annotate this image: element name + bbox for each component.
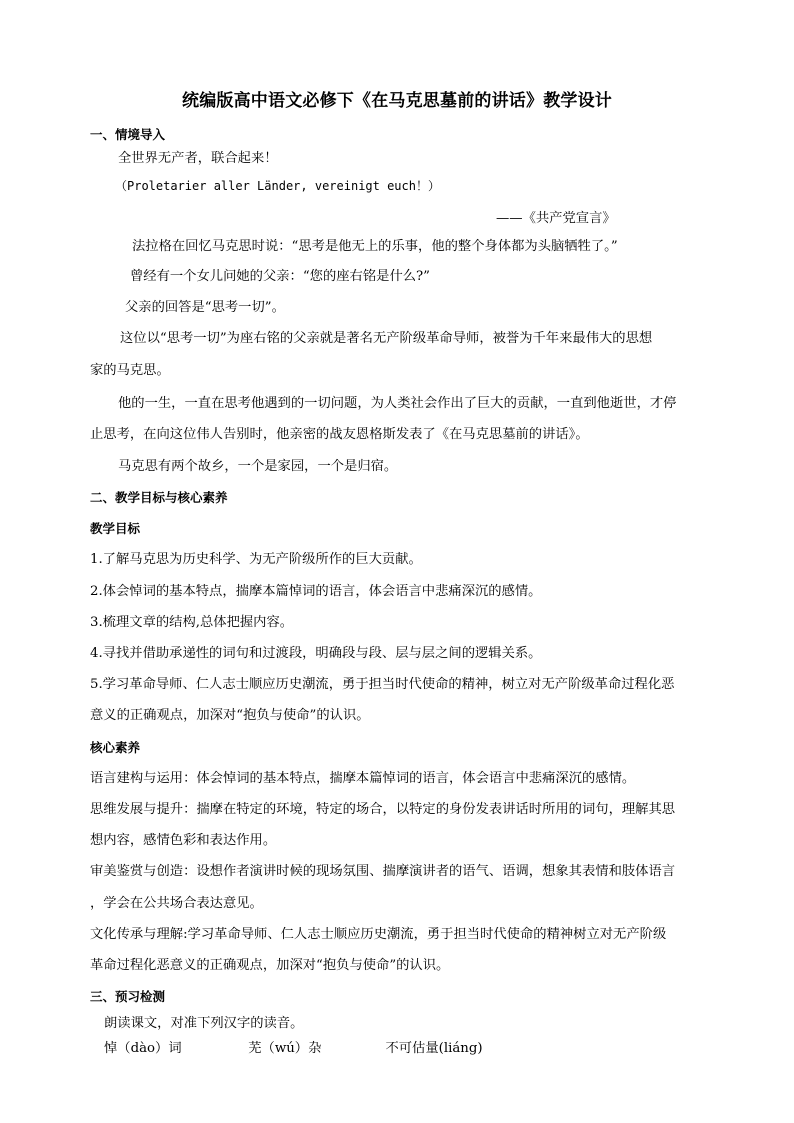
pinyin-word: 不可估量(liáng): [385, 1041, 483, 1056]
core-item-continued: 革命过程化恶意义的正确观点，加深对“抱负与使命”的认识。: [90, 958, 450, 973]
core-item: 文化传承与理解:学习革命导师、仁人志士顺应历史潮流，勇于担当时代使命的精神树立对无产阶级: [90, 927, 667, 942]
core-item: 语言建构与运用：体会悼词的基本特点，揣摩本篇悼词的语言，体会语言中悲痛深沉的感情。: [90, 771, 636, 786]
core-item-continued: ，学会在公共场合表达意见。: [90, 896, 263, 911]
paragraph: 他的一生，一直在思考他遇到的一切问题，为人类社会作出了巨大的贡献，一直到他逝世，才停: [118, 396, 677, 411]
goal-item: 2.体会悼词的基本特点，揣摩本篇悼词的语言，体会语言中悲痛深沉的感情。: [90, 584, 542, 599]
slogan-german: （Proletarier aller Länder, vereinigt euch！）: [115, 179, 440, 193]
subheading-core-literacy: 核心素养: [90, 740, 141, 755]
pinyin-word: 悼（dào）词: [104, 1041, 182, 1056]
quote-source: ——《共产党宣言》: [496, 211, 616, 226]
paragraph: 马克思有两个故乡，一个是家园，一个是归宿。: [118, 459, 398, 474]
goal-item: 3.梳理文章的结构,总体把握内容。: [90, 615, 294, 630]
core-item-continued: 想内容，感情色彩和表达作用。: [90, 833, 277, 848]
paragraph: 家的马克思。: [90, 363, 170, 378]
goal-item: 1.了解马克思为历史科学、为无产阶级所作的巨大贡献。: [90, 552, 422, 567]
goal-item-continued: 意义的正确观点，加深对“抱负与使命”的认识。: [90, 708, 370, 723]
paragraph: 法拉格在回忆马克思时说：“思考是他无上的乐事，他的整个身体都为头脑牺牲了。”: [132, 239, 618, 254]
slogan: 全世界无产者，联合起来！: [118, 151, 278, 166]
paragraph: 曾经有一个女儿问她的父亲：“您的座右铭是什么?”: [130, 269, 430, 284]
paragraph: 止思考，在向这位伟人告别时，他亲密的战友恩格斯发表了《在马克思墓前的讲话》。: [90, 427, 589, 442]
core-item: 审美鉴赏与创造：设想作者演讲时候的现场氛围、揣摩演讲者的语气、语调，想象其表情和肢体语言: [90, 864, 676, 879]
section-heading-goals: 二、教学目标与核心素养: [90, 490, 228, 505]
pinyin-word: 芜（wú）杂: [248, 1041, 322, 1056]
goal-item: 5.学习革命导师、仁人志士顺应历史潮流，勇于担当时代使命的精神，树立对无产阶级革命过程化恶: [90, 677, 675, 692]
document-title: 统编版高中语文必修下《在马克思墓前的讲话》教学设计: [182, 91, 612, 111]
paragraph: 这位以“思考一切”为座右铭的父亲就是著名无产阶级革命导师，被誉为千年来最伟大的思想: [120, 331, 653, 346]
goal-item: 4.寻找并借助承递性的词句和过渡段，明确段与段、层与层之间的逻辑关系。: [90, 646, 542, 661]
paragraph: 朗读课文，对准下列汉字的读音。: [104, 1016, 304, 1031]
subheading-teaching-goals: 教学目标: [90, 521, 141, 536]
core-item: 思维发展与提升：揣摩在特定的环境，特定的场合，以特定的身份发表讲话时所用的词句，理解其思: [90, 802, 676, 817]
section-heading-intro: 一、情境导入: [90, 127, 166, 142]
section-heading-preview: 三、预习检测: [90, 989, 166, 1004]
pinyin-row: [104, 1040, 724, 1058]
paragraph: 父亲的回答是“思考一切”。: [125, 300, 285, 315]
